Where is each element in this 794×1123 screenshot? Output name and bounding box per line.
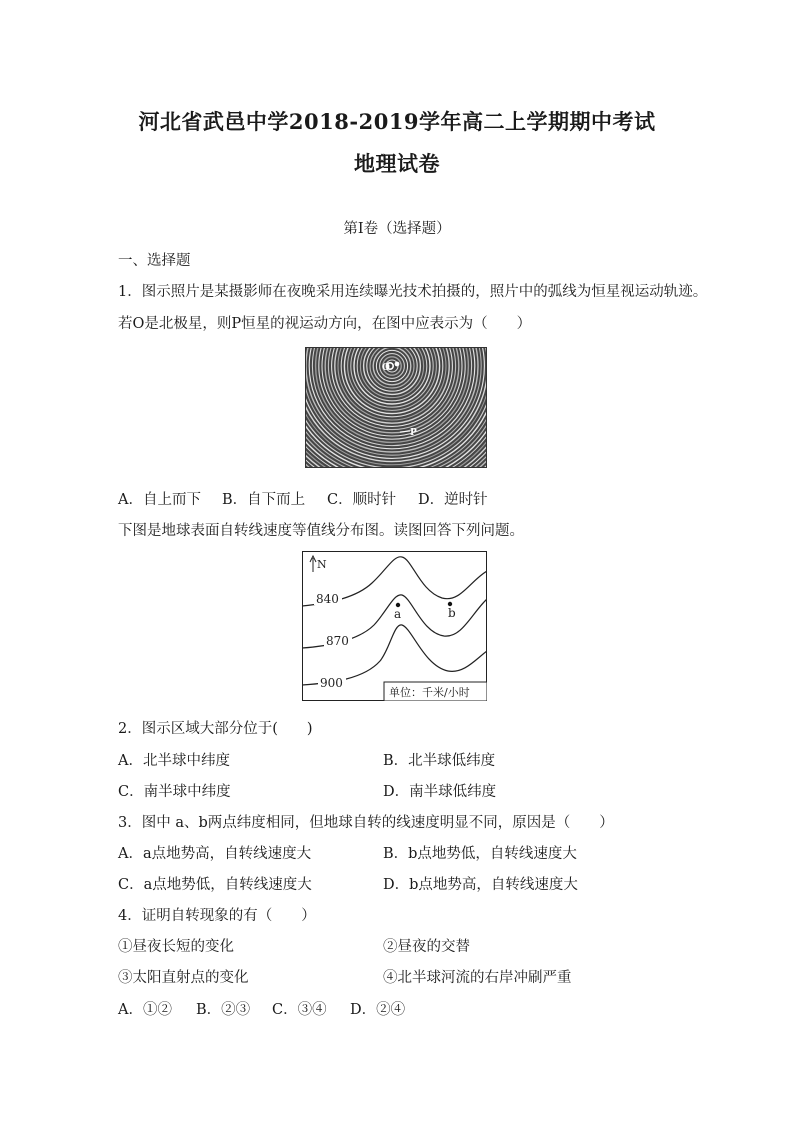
q2-text: 2．图示区域大部分位于( ) [118, 721, 313, 737]
part-heading: 一、选择题 [118, 253, 191, 269]
north-label: N [317, 558, 327, 571]
q1-text-line1: 1．图示照片是某摄影师在夜晚采用连续曝光技术拍摄的，照片中的弧线为恒星视运动轨迹。 [118, 284, 708, 300]
isoline-map [302, 551, 487, 701]
q4-item-3: ③太阳直射点的变化 [118, 970, 249, 986]
q4-item-1: ①昼夜长短的变化 [118, 939, 234, 955]
isoline-label-870: 870 [326, 634, 349, 648]
q3-text: 3．图中 a、b两点纬度相同，但地球自转的线速度明显不同，原因是（ ） [118, 815, 614, 831]
point-a-label: a [394, 607, 402, 621]
isoline-label-840: 840 [316, 592, 339, 606]
star-trail-image [306, 348, 486, 467]
q1-option-d[interactable]: D．逆时针 [418, 492, 488, 508]
q4-item-4: ④北半球河流的右岸冲刷严重 [383, 970, 572, 986]
q2-option-a[interactable]: A．北半球中纬度 [118, 753, 230, 769]
q1-option-c[interactable]: C．顺时针 [327, 492, 397, 508]
photo-label-o: O [382, 363, 390, 373]
unit-label: 单位：千米/小时 [389, 686, 470, 699]
q2-option-c[interactable]: C．南半球中纬度 [118, 784, 231, 800]
q2-option-d[interactable]: D．南半球低纬度 [383, 784, 497, 800]
q4-option-b[interactable]: B．②③ [196, 1002, 251, 1018]
q3-option-d[interactable]: D．b点地势高，自转线速度大 [383, 877, 578, 893]
point-b-label: b [448, 606, 456, 620]
q4-option-c[interactable]: C．③④ [272, 1002, 327, 1018]
isoline-map-svg [302, 551, 487, 701]
volume-heading: 第Ⅰ卷（选择题） [343, 221, 451, 237]
intro-text: 下图是地球表面自转线速度等值线分布图。读图回答下列问题。 [118, 523, 524, 539]
page-subtitle: 地理试卷 [354, 151, 440, 176]
star-trail-photo [305, 347, 487, 468]
q3-option-b[interactable]: B．b点地势低，自转线速度大 [383, 846, 577, 862]
q1-option-b[interactable]: B．自下而上 [222, 492, 306, 508]
q4-item-2: ②昼夜的交替 [383, 939, 470, 955]
q4-text: 4．证明自转现象的有（ ） [118, 908, 316, 924]
q1-text-line2: 若O是北极星，则P恒星的视运动方向，在图中应表示为（ ） [118, 316, 532, 332]
q4-option-d[interactable]: D．②④ [350, 1002, 406, 1018]
q4-option-a[interactable]: A．①② [118, 1002, 172, 1018]
q3-option-a[interactable]: A．a点地势高，自转线速度大 [118, 846, 312, 862]
pole-star-dot [395, 362, 400, 367]
q3-option-c[interactable]: C．a点地势低，自转线速度大 [118, 877, 312, 893]
q1-option-a[interactable]: A．自上而下 [118, 492, 201, 508]
page-title: 河北省武邑中学2018-2019学年高二上学期期中考试 [138, 109, 656, 134]
q2-option-b[interactable]: B．北半球低纬度 [383, 753, 496, 769]
photo-label-p: P [410, 428, 417, 438]
isoline-label-900: 900 [320, 676, 343, 690]
